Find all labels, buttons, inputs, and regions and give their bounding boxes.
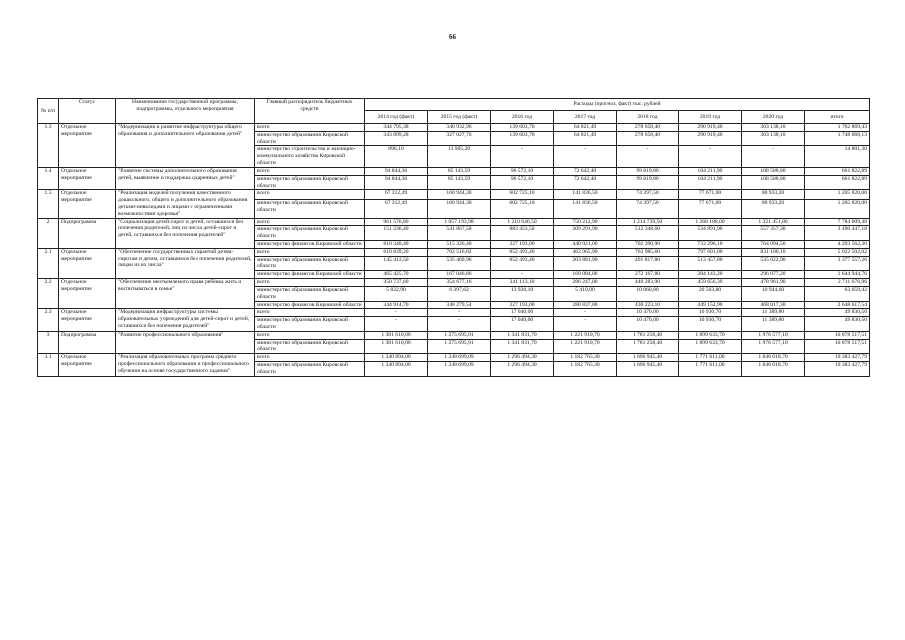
amount-cell: - (428, 309, 491, 317)
amount-cell: 327 193,00 (491, 301, 554, 309)
row-number: 2.2 (38, 279, 59, 309)
amount-cell: 167 046,86 (428, 271, 491, 279)
amount-cell: 94 844,30 (365, 175, 428, 190)
amount-cell: 535 469,96 (428, 256, 491, 271)
amount-cell: 1 846 018,70 (742, 354, 805, 362)
row-status: Отдельное мероприятие (59, 167, 116, 189)
amount-cell: 104 211,90 (679, 167, 742, 175)
row-status: Подпрограмма (59, 331, 116, 353)
amount-cell: 72 642,40 (554, 167, 617, 175)
amount-cell: 96 572,10 (491, 175, 554, 190)
row-number: 2.3 (38, 309, 59, 331)
total-cell: 49 830,50 (805, 309, 870, 317)
row-manager: министерство образования Кировской области (255, 339, 365, 354)
amount-cell: 309 291,90 (554, 226, 617, 241)
amount-cell: 1 221 910,70 (554, 339, 617, 354)
row-manager: министерство строительства и жилищно-коммунального хозяйства Кировской области (255, 146, 365, 167)
amount-cell: 1 781 258,40 (617, 339, 679, 354)
amount-cell: 852 493,40 (491, 248, 554, 256)
amount-cell: 1 296 494,30 (491, 354, 554, 362)
amount-cell: - (554, 317, 617, 332)
total-cell: 5 022 502,02 (805, 248, 870, 256)
amount-cell: 145 413,50 (365, 256, 428, 271)
row-name: "Социализация детей-сирот и детей, оставшихся без попечения родителей, лиц из числа детей-сирот и детей, оставшихся без попечения родителей" (116, 218, 255, 248)
amount-cell: - (365, 309, 428, 317)
row-manager: министерство образования Кировской области (255, 175, 365, 190)
table-row (38, 190, 870, 200)
amount-cell: 139 603,70 (491, 131, 554, 146)
amount-cell: 1 321 451,80 (742, 218, 805, 226)
amount-cell: 10 944,60 (742, 286, 805, 301)
row-manager: всего (255, 190, 365, 200)
amount-cell: 17 040,00 (491, 317, 554, 332)
amount-cell: 1 976 577,10 (742, 331, 805, 339)
total-cell: 2 711 676,96 (805, 279, 870, 287)
row-manager: министерство образования Кировской области (255, 256, 365, 271)
row-manager: министерство образования Кировской области (255, 131, 365, 146)
amount-cell: 440 283,90 (617, 279, 679, 287)
amount-cell: 750 212,90 (554, 218, 617, 226)
amount-cell: 5 410,00 (554, 286, 617, 301)
row-number: 3.1 (38, 354, 59, 376)
header-year: 2020 год (742, 111, 805, 124)
amount-cell: 272 167,80 (617, 271, 679, 279)
amount-cell: 1 296 494,30 (491, 362, 554, 377)
header-year: 2015 год (факт) (428, 111, 491, 124)
amount-cell: 1 846 018,70 (742, 362, 805, 377)
row-manager: министерство финансов Кировской области (255, 241, 365, 249)
amount-cell: 1 696 945,40 (617, 362, 679, 377)
amount-cell: 1 899 633,70 (679, 339, 742, 354)
total-cell: 49 830,50 (805, 317, 870, 332)
row-status: Отдельное мероприятие (59, 279, 116, 309)
amount-cell: 515 326,40 (428, 241, 491, 249)
amount-cell: 883 453,50 (491, 226, 554, 241)
amount-cell: 1 899 633,70 (679, 331, 742, 339)
amount-cell: 797 601,00 (679, 248, 742, 256)
total-cell: 10 383 427,79 (805, 354, 870, 362)
amount-cell: 280 837,00 (554, 301, 617, 309)
amount-cell: 64 821,49 (554, 131, 617, 146)
row-number: 2 (38, 218, 59, 248)
amount-cell: 278 658,40 (617, 131, 679, 146)
amount-cell: 6 397,62 (428, 286, 491, 301)
amount-cell: 1 781 258,40 (617, 331, 679, 339)
amount-cell: 1 268 188,00 (679, 218, 742, 226)
amount-cell: - (428, 317, 491, 332)
amount-cell: 77 671,00 (679, 200, 742, 218)
amount-cell: 296 077,20 (742, 271, 805, 279)
amount-cell: 1 214 739,50 (617, 218, 679, 226)
header-year: 2014 год (факт) (365, 111, 428, 124)
row-status: Отдельное мероприятие (59, 309, 116, 331)
amount-cell: - (617, 146, 679, 167)
row-status: Отдельное мероприятие (59, 124, 116, 168)
row-name: "Развитие системы дополнительного образования детей, выявление и поддержка одаренных детей" (116, 167, 255, 189)
amount-cell: 1 340 894,00 (365, 354, 428, 362)
amount-cell: 13 920,10 (491, 286, 554, 301)
amount-cell: 1 771 611,00 (679, 354, 742, 362)
table-row (38, 167, 870, 175)
amount-cell: 557 357,30 (742, 226, 805, 241)
header-name: Наименование государственной программы, подпрограммы, отдельного мероприятия (116, 99, 255, 124)
row-name: "Модернизация инфраструктуры системы образовательных учреждений для детей-сирот и детей, оставшихся без попечения родителей" (116, 309, 255, 331)
amount-cell: 104 211,90 (679, 175, 742, 190)
row-manager: министерство образования Кировской области (255, 286, 365, 301)
amount-cell: 1 341 831,70 (491, 331, 554, 339)
amount-cell: 602 725,10 (491, 190, 554, 200)
amount-cell: 852 493,40 (491, 256, 554, 271)
row-status: Отдельное мероприятие (59, 190, 116, 218)
table-row (38, 218, 870, 226)
amount-cell: 810 340,40 (365, 241, 428, 249)
total-cell: 2 648 617,54 (805, 301, 870, 309)
amount-cell: 74 397,50 (617, 200, 679, 218)
amount-cell: 463 965,90 (554, 248, 617, 256)
amount-cell: 10 930,70 (679, 317, 742, 332)
amount-cell: 1 341 831,70 (491, 339, 554, 354)
amount-cell: 478 961,90 (742, 279, 805, 287)
row-manager: всего (255, 248, 365, 256)
row-manager: всего (255, 167, 365, 175)
table-row (38, 354, 870, 362)
amount-cell: 961 576,80 (365, 218, 428, 226)
total-cell: 1 748 068,13 (805, 131, 870, 146)
amount-cell: 449 152,90 (679, 301, 742, 309)
row-number: 2.1 (38, 248, 59, 278)
amount-cell: 303 138,10 (742, 124, 805, 132)
amount-cell: 327 193,00 (491, 241, 554, 249)
row-manager: министерство образования Кировской области (255, 317, 365, 332)
amount-cell: - (679, 146, 742, 167)
amount-cell: 141 836,50 (554, 190, 617, 200)
row-status: Отдельное мероприятие (59, 248, 116, 278)
table-row (38, 248, 870, 256)
header-year: 2017 год (554, 111, 617, 124)
amount-cell: 286 247,00 (554, 279, 617, 287)
total-cell: 1 644 944,76 (805, 271, 870, 279)
amount-cell: 831 100,10 (742, 248, 805, 256)
amount-cell: 5 822,90 (365, 286, 428, 301)
amount-cell: 733 296,10 (679, 241, 742, 249)
amount-cell: - (491, 146, 554, 167)
row-manager: всего (255, 218, 365, 226)
total-cell: 3 490 447,18 (805, 226, 870, 241)
amount-cell: 512 348,60 (617, 226, 679, 241)
total-cell: 7 784 009,48 (805, 218, 870, 226)
amount-cell: 64 821,49 (554, 124, 617, 132)
amount-cell: 440 921,00 (554, 241, 617, 249)
amount-cell: 10 470,00 (617, 317, 679, 332)
amount-cell: 344 795,38 (365, 124, 428, 132)
row-manager: министерство образования Кировской области (255, 226, 365, 241)
amount-cell: 151 236,40 (365, 226, 428, 241)
amount-cell: 1 976 577,10 (742, 339, 805, 354)
amount-cell: 96 572,10 (491, 167, 554, 175)
amount-cell: 1 275 695,91 (428, 331, 491, 339)
total-cell: 10 383 427,79 (805, 362, 870, 377)
amount-cell: 1 182 765,30 (554, 354, 617, 362)
row-name: "Реализация моделей получения качественного дошкольного, общего и дополнительного образования детьми-инвалидами и лицами с ограниченными возможностями здоровья" (116, 190, 255, 218)
amount-cell: - (491, 271, 554, 279)
row-number: 1.3 (38, 124, 59, 168)
amount-cell: 139 603,70 (491, 124, 554, 132)
amount-cell: 340 932,96 (428, 124, 491, 132)
amount-cell: 108 588,80 (742, 175, 805, 190)
row-manager: министерство образования Кировской области (255, 200, 365, 218)
amount-cell: 11 389,80 (742, 309, 805, 317)
amount-cell: 74 397,50 (617, 190, 679, 200)
amount-cell: 764 094,50 (742, 241, 805, 249)
row-manager: всего (255, 354, 365, 362)
amount-cell: 702 390,90 (617, 241, 679, 249)
row-name: "Модернизация и развитие инфраструктуры общего образования и дополнительного образования детей" (116, 124, 255, 168)
amount-cell: 1 210 646,50 (491, 218, 554, 226)
total-cell: 1 762 869,43 (805, 124, 870, 132)
amount-cell: 303 881,90 (554, 256, 617, 271)
total-cell: 10 878 517,51 (805, 339, 870, 354)
row-manager: всего (255, 124, 365, 132)
row-name: "Развитие профессионального образования" (116, 331, 255, 353)
amount-cell: 72 642,40 (554, 175, 617, 190)
amount-cell: 77 671,00 (679, 190, 742, 200)
amount-cell: 702 516,82 (428, 248, 491, 256)
amount-cell: 290 919,40 (679, 124, 742, 132)
row-number: 1.5 (38, 190, 59, 218)
amount-cell: 10 470,00 (617, 309, 679, 317)
header-total: итого (805, 111, 870, 124)
header-status: Статус (59, 99, 116, 124)
table-row (38, 279, 870, 287)
amount-cell: 160 944,30 (428, 200, 491, 218)
amount-cell: 278 658,40 (617, 124, 679, 132)
amount-cell: 348 279,54 (428, 301, 491, 309)
total-cell: 10 878 517,51 (805, 331, 870, 339)
total-cell: 661 822,89 (805, 167, 870, 175)
amount-cell: - (365, 317, 428, 332)
amount-cell: 85 143,59 (428, 167, 491, 175)
row-name: "Реализация образовательных программ среднего профессионального образования и профессионального обучения на основе государственного задания" (116, 354, 255, 376)
amount-cell: 1 248 699,09 (428, 362, 491, 377)
amount-cell: 763 985,60 (617, 248, 679, 256)
total-cell: 14 801,30 (805, 146, 870, 167)
header-year: 2019 год (679, 111, 742, 124)
table-row (38, 124, 870, 132)
header-year: 2018 год (617, 111, 679, 124)
header-no: № п/п (38, 99, 59, 124)
expenses-table (37, 98, 870, 377)
amount-cell: 303 138,10 (742, 131, 805, 146)
amount-cell: 513 457,80 (679, 256, 742, 271)
total-cell: 661 822,89 (805, 175, 870, 190)
table-row (38, 309, 870, 317)
total-cell: 1 205 820,00 (805, 200, 870, 218)
amount-cell: 20 503,80 (679, 286, 742, 301)
row-manager: министерство финансов Кировской области (255, 271, 365, 279)
amount-cell: 459 656,30 (679, 279, 742, 287)
amount-cell: 1 381 610,00 (365, 331, 428, 339)
row-number: 1.4 (38, 167, 59, 189)
amount-cell: 1 248 699,09 (428, 354, 491, 362)
amount-cell: 80 933,20 (742, 190, 805, 200)
amount-cell: 160 944,30 (428, 190, 491, 200)
amount-cell: 1 182 765,30 (554, 362, 617, 377)
amount-cell: 491 817,80 (617, 256, 679, 271)
amount-cell: 465 425,70 (365, 271, 428, 279)
page-number: 66 (449, 33, 456, 41)
amount-cell: 1 275 695,91 (428, 339, 491, 354)
amount-cell: 535 022,90 (742, 256, 805, 271)
amount-cell: 354 677,16 (428, 279, 491, 287)
amount-cell: - (554, 146, 617, 167)
row-manager: всего (255, 279, 365, 287)
total-cell: 63 059,42 (805, 286, 870, 301)
row-number: 3 (38, 331, 59, 353)
amount-cell: 99 819,80 (617, 175, 679, 190)
amount-cell: 602 725,10 (491, 200, 554, 218)
amount-cell: 327 027,76 (428, 131, 491, 146)
amount-cell: 67 312,49 (365, 190, 428, 200)
amount-cell: 1 221 910,70 (554, 331, 617, 339)
total-cell: 3 377 557,26 (805, 256, 870, 271)
total-cell: 4 293 562,30 (805, 241, 870, 249)
row-manager: всего (255, 331, 365, 339)
amount-cell: 1 381 610,00 (365, 339, 428, 354)
table-body (38, 124, 870, 377)
amount-cell: 11 389,80 (742, 317, 805, 332)
total-cell: 1 205 820,00 (805, 190, 870, 200)
amount-cell: 1 696 945,40 (617, 354, 679, 362)
amount-cell: 94 844,30 (365, 167, 428, 175)
header-manager: Главный распорядитель бюджетных средств (255, 99, 365, 124)
amount-cell: 108 588,80 (742, 167, 805, 175)
amount-cell: 610 839,20 (365, 248, 428, 256)
row-manager: всего (255, 309, 365, 317)
amount-cell: 10 930,70 (679, 309, 742, 317)
amount-cell: - (554, 309, 617, 317)
row-name: "Обеспечение государственных гарантий детям-сиротам и детям, оставшимся без попечения родителей, лицам из их числа" (116, 248, 255, 278)
amount-cell: 896,10 (365, 146, 428, 167)
row-manager: министерство финансов Кировской области (255, 301, 365, 309)
amount-cell: 1 340 894,00 (365, 362, 428, 377)
amount-cell: 80 933,20 (742, 200, 805, 218)
amount-cell: 17 040,00 (491, 309, 554, 317)
row-status: Отдельное мероприятие (59, 354, 116, 376)
row-name: "Обеспечение неотъемлемого права ребёнка жить и воспитываться в семье" (116, 279, 255, 309)
amount-cell: 468 017,30 (742, 301, 805, 309)
amount-cell: 13 905,20 (428, 146, 491, 167)
amount-cell: 160 084,00 (554, 271, 617, 279)
amount-cell: 1 771 611,00 (679, 362, 742, 377)
table-row (38, 331, 870, 339)
amount-cell: 1 057 193,98 (428, 218, 491, 226)
amount-cell: 85 143,59 (428, 175, 491, 190)
amount-cell: 290 919,40 (679, 131, 742, 146)
amount-cell: - (742, 146, 805, 167)
amount-cell: 430 223,10 (617, 301, 679, 309)
header-expenses: Расходы (прогноз, факт) тыс. рублей (365, 99, 870, 111)
amount-cell: 141 836,50 (554, 200, 617, 218)
header-year: 2016 год (491, 111, 554, 124)
amount-cell: 341 113,10 (491, 279, 554, 287)
amount-cell: 541 867,58 (428, 226, 491, 241)
amount-cell: 343 899,28 (365, 131, 428, 146)
amount-cell: 350 737,60 (365, 279, 428, 287)
row-manager: министерство образования Кировской области (255, 362, 365, 377)
row-status: Подпрограмма (59, 218, 116, 248)
amount-cell: 284 143,20 (679, 271, 742, 279)
amount-cell: 534 891,90 (679, 226, 742, 241)
amount-cell: 67 312,49 (365, 200, 428, 218)
amount-cell: 10 060,80 (617, 286, 679, 301)
amount-cell: 99 819,80 (617, 167, 679, 175)
amount-cell: 344 914,70 (365, 301, 428, 309)
